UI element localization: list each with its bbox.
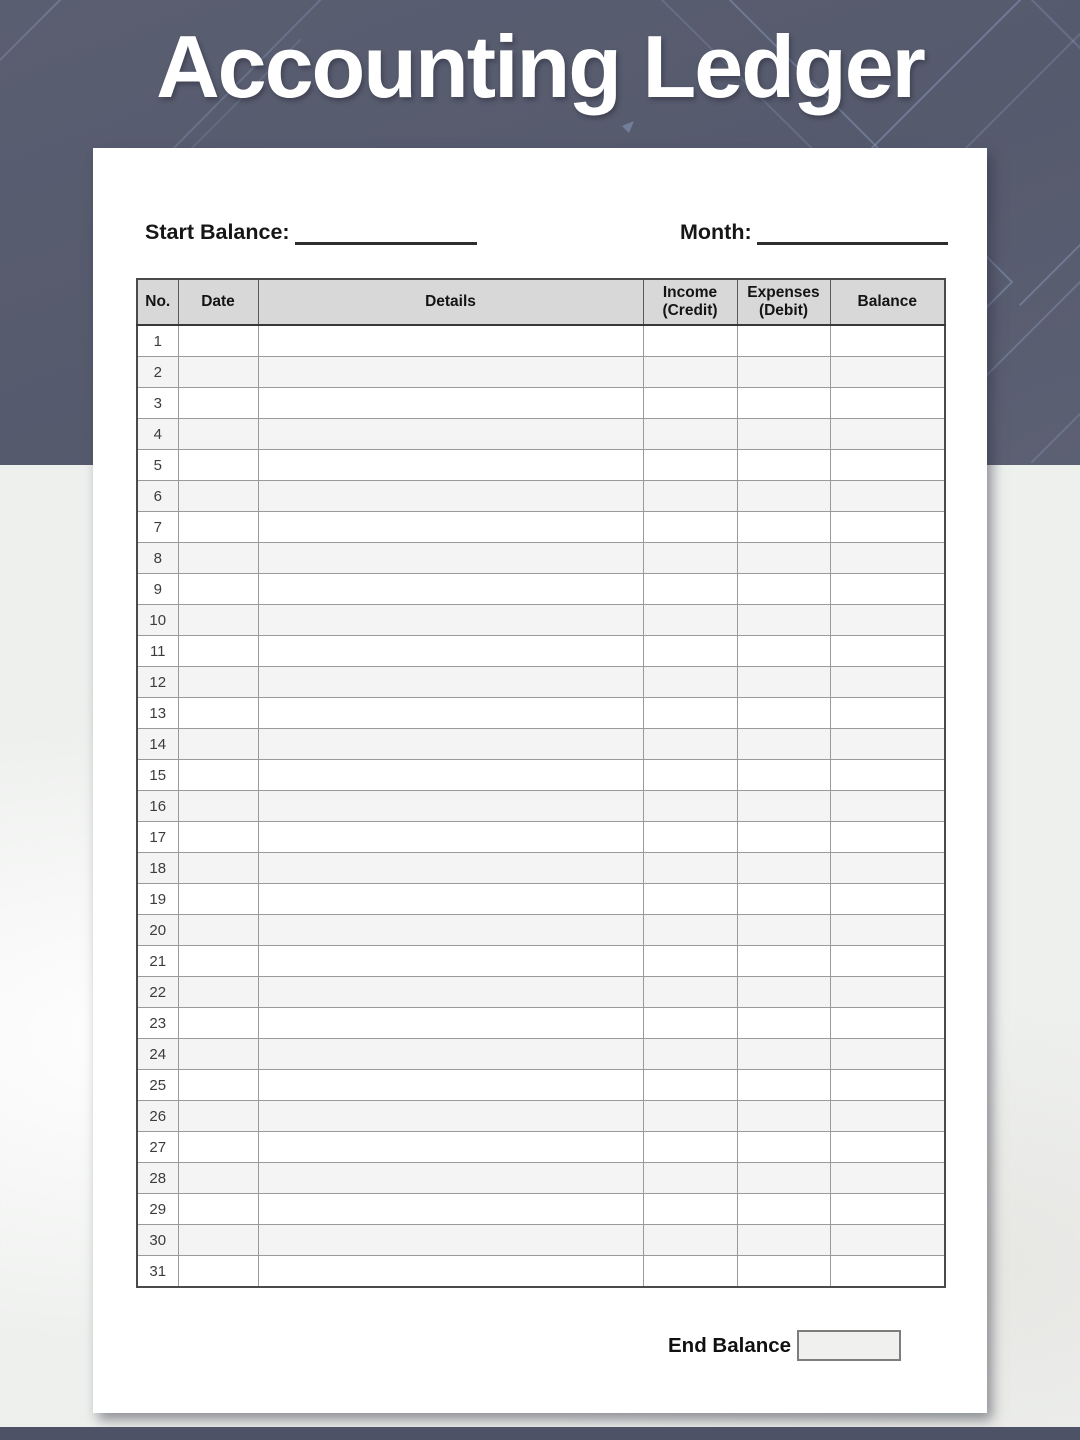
date-cell[interactable] [178, 1070, 258, 1101]
expenses-cell[interactable] [737, 729, 830, 760]
expenses-cell[interactable] [737, 1256, 830, 1288]
balance-cell[interactable] [830, 605, 945, 636]
expenses-cell[interactable] [737, 325, 830, 357]
table-row [137, 729, 945, 760]
table-row [137, 1039, 945, 1070]
expenses-cell[interactable] [737, 1039, 830, 1070]
balance-cell[interactable] [830, 1194, 945, 1225]
row-number-cell: 24 [137, 1039, 178, 1070]
date-cell[interactable] [178, 1008, 258, 1039]
balance-cell[interactable] [830, 1225, 945, 1256]
column-header-details: Details [258, 279, 643, 325]
income-cell[interactable] [643, 884, 737, 915]
income-cell[interactable] [643, 605, 737, 636]
expenses-cell[interactable] [737, 884, 830, 915]
details-cell[interactable] [258, 1163, 643, 1194]
row-number-cell: 29 [137, 1194, 178, 1225]
details-cell[interactable] [258, 791, 643, 822]
balance-cell[interactable] [830, 1070, 945, 1101]
balance-cell[interactable] [830, 1008, 945, 1039]
row-number-cell: 17 [137, 822, 178, 853]
expenses-cell[interactable] [737, 853, 830, 884]
balance-cell[interactable] [830, 698, 945, 729]
date-cell[interactable] [178, 1163, 258, 1194]
details-cell[interactable] [258, 1132, 643, 1163]
income-cell[interactable] [643, 791, 737, 822]
income-cell[interactable] [643, 512, 737, 543]
details-cell[interactable] [258, 946, 643, 977]
details-cell[interactable] [258, 667, 643, 698]
row-number-cell: 20 [137, 915, 178, 946]
date-cell[interactable] [178, 543, 258, 574]
column-header-date: Date [178, 279, 258, 325]
ledger-table [136, 278, 946, 1288]
date-cell[interactable] [178, 636, 258, 667]
income-cell[interactable] [643, 1008, 737, 1039]
column-header-income: Income (Credit) [643, 279, 737, 325]
row-number-cell: 18 [137, 853, 178, 884]
income-cell[interactable] [643, 636, 737, 667]
row-number-cell: 9 [137, 574, 178, 605]
details-cell[interactable] [258, 1225, 643, 1256]
date-cell[interactable] [178, 325, 258, 357]
details-cell[interactable] [258, 1194, 643, 1225]
column-header-expenses: Expenses (Debit) [737, 279, 830, 325]
ledger-page [93, 148, 987, 1413]
date-cell[interactable] [178, 760, 258, 791]
row-number-cell: 8 [137, 543, 178, 574]
balance-cell[interactable] [830, 574, 945, 605]
balance-cell[interactable] [830, 822, 945, 853]
income-cell[interactable] [643, 1194, 737, 1225]
ledger-table-head [137, 279, 945, 325]
row-number-cell: 21 [137, 946, 178, 977]
balance-cell[interactable] [830, 325, 945, 357]
details-cell[interactable] [258, 450, 643, 481]
details-cell[interactable] [258, 481, 643, 512]
details-cell[interactable] [258, 884, 643, 915]
table-row [137, 977, 945, 1008]
table-row [137, 667, 945, 698]
expenses-cell[interactable] [737, 946, 830, 977]
income-cell[interactable] [643, 698, 737, 729]
date-cell[interactable] [178, 698, 258, 729]
expenses-cell[interactable] [737, 977, 830, 1008]
details-cell[interactable] [258, 915, 643, 946]
income-cell[interactable] [643, 1256, 737, 1288]
date-cell[interactable] [178, 419, 258, 450]
details-cell[interactable] [258, 1256, 643, 1288]
expenses-cell[interactable] [737, 1163, 830, 1194]
balance-cell[interactable] [830, 667, 945, 698]
date-cell[interactable] [178, 853, 258, 884]
table-row [137, 543, 945, 574]
income-cell[interactable] [643, 822, 737, 853]
table-row [137, 760, 945, 791]
balance-cell[interactable] [830, 1256, 945, 1288]
details-cell[interactable] [258, 760, 643, 791]
balance-cell[interactable] [830, 419, 945, 450]
row-number-cell: 25 [137, 1070, 178, 1101]
balance-cell[interactable] [830, 946, 945, 977]
details-cell[interactable] [258, 636, 643, 667]
expenses-cell[interactable] [737, 822, 830, 853]
table-row [137, 946, 945, 977]
table-row [137, 1256, 945, 1288]
date-cell[interactable] [178, 450, 258, 481]
income-cell[interactable] [643, 667, 737, 698]
row-number-cell: 11 [137, 636, 178, 667]
income-cell[interactable] [643, 853, 737, 884]
details-cell[interactable] [258, 543, 643, 574]
table-row [137, 512, 945, 543]
date-cell[interactable] [178, 357, 258, 388]
details-cell[interactable] [258, 853, 643, 884]
row-number-cell: 12 [137, 667, 178, 698]
date-cell[interactable] [178, 512, 258, 543]
table-row [137, 605, 945, 636]
start-balance-input[interactable] [295, 220, 477, 245]
details-cell[interactable] [258, 605, 643, 636]
row-number-cell: 5 [137, 450, 178, 481]
balance-cell[interactable] [830, 760, 945, 791]
column-header-no: No. [137, 279, 178, 325]
table-row [137, 1194, 945, 1225]
balance-cell[interactable] [830, 450, 945, 481]
balance-cell[interactable] [830, 1039, 945, 1070]
expenses-cell[interactable] [737, 419, 830, 450]
row-number-cell: 22 [137, 977, 178, 1008]
income-cell[interactable] [643, 1039, 737, 1070]
expenses-cell[interactable] [737, 605, 830, 636]
expenses-cell[interactable] [737, 1008, 830, 1039]
details-cell[interactable] [258, 419, 643, 450]
row-number-cell: 6 [137, 481, 178, 512]
income-cell[interactable] [643, 1163, 737, 1194]
row-number-cell: 27 [137, 1132, 178, 1163]
income-cell[interactable] [643, 574, 737, 605]
row-number-cell: 7 [137, 512, 178, 543]
ledger-table-container [136, 278, 946, 1288]
expenses-cell[interactable] [737, 388, 830, 419]
expenses-cell[interactable] [737, 1225, 830, 1256]
table-row [137, 1163, 945, 1194]
expenses-cell[interactable] [737, 915, 830, 946]
details-cell[interactable] [258, 1101, 643, 1132]
balance-cell[interactable] [830, 357, 945, 388]
table-row [137, 1008, 945, 1039]
balance-cell[interactable] [830, 1132, 945, 1163]
expenses-cell[interactable] [737, 543, 830, 574]
date-cell[interactable] [178, 946, 258, 977]
income-cell[interactable] [643, 760, 737, 791]
table-row [137, 450, 945, 481]
details-cell[interactable] [258, 512, 643, 543]
end-balance-input[interactable] [797, 1330, 901, 1361]
table-row [137, 1101, 945, 1132]
balance-cell[interactable] [830, 388, 945, 419]
income-cell[interactable] [643, 977, 737, 1008]
row-number-cell: 10 [137, 605, 178, 636]
expenses-cell[interactable] [737, 1132, 830, 1163]
expenses-cell[interactable] [737, 636, 830, 667]
balance-cell[interactable] [830, 884, 945, 915]
expenses-cell[interactable] [737, 1070, 830, 1101]
date-cell[interactable] [178, 977, 258, 1008]
balance-cell[interactable] [830, 729, 945, 760]
income-cell[interactable] [643, 1101, 737, 1132]
balance-cell[interactable] [830, 977, 945, 1008]
table-row [137, 1225, 945, 1256]
details-cell[interactable] [258, 822, 643, 853]
table-row [137, 1132, 945, 1163]
expenses-cell[interactable] [737, 667, 830, 698]
details-cell[interactable] [258, 388, 643, 419]
details-cell[interactable] [258, 325, 643, 357]
expenses-cell[interactable] [737, 760, 830, 791]
expenses-cell[interactable] [737, 574, 830, 605]
date-cell[interactable] [178, 729, 258, 760]
details-cell[interactable] [258, 729, 643, 760]
date-cell[interactable] [178, 667, 258, 698]
balance-cell[interactable] [830, 481, 945, 512]
details-cell[interactable] [258, 1070, 643, 1101]
ledger-table-body [137, 325, 945, 1287]
row-number-cell: 13 [137, 698, 178, 729]
date-cell[interactable] [178, 1256, 258, 1288]
balance-cell[interactable] [830, 636, 945, 667]
balance-cell[interactable] [830, 1163, 945, 1194]
balance-cell[interactable] [830, 791, 945, 822]
table-row [137, 574, 945, 605]
row-number-cell: 14 [137, 729, 178, 760]
details-cell[interactable] [258, 357, 643, 388]
expenses-cell[interactable] [737, 481, 830, 512]
expenses-cell[interactable] [737, 512, 830, 543]
row-number-cell: 19 [137, 884, 178, 915]
expenses-cell[interactable] [737, 1101, 830, 1132]
income-cell[interactable] [643, 946, 737, 977]
date-cell[interactable] [178, 822, 258, 853]
income-cell[interactable] [643, 450, 737, 481]
month-field [680, 220, 948, 245]
balance-cell[interactable] [830, 512, 945, 543]
column-header-balance: Balance [830, 279, 945, 325]
balance-cell[interactable] [830, 853, 945, 884]
table-row [137, 388, 945, 419]
date-cell[interactable] [178, 884, 258, 915]
date-cell[interactable] [178, 1225, 258, 1256]
income-cell[interactable] [643, 388, 737, 419]
income-cell[interactable] [643, 325, 737, 357]
row-number-cell: 23 [137, 1008, 178, 1039]
balance-cell[interactable] [830, 1101, 945, 1132]
date-cell[interactable] [178, 791, 258, 822]
start-balance-label: Start Balance: [145, 220, 290, 245]
row-number-cell: 4 [137, 419, 178, 450]
expenses-cell[interactable] [737, 698, 830, 729]
row-number-cell: 28 [137, 1163, 178, 1194]
expenses-cell[interactable] [737, 450, 830, 481]
row-number-cell: 15 [137, 760, 178, 791]
table-row [137, 1070, 945, 1101]
date-cell[interactable] [178, 574, 258, 605]
table-row [137, 884, 945, 915]
income-cell[interactable] [643, 1070, 737, 1101]
details-cell[interactable] [258, 698, 643, 729]
table-row [137, 636, 945, 667]
row-number-cell: 16 [137, 791, 178, 822]
table-row [137, 853, 945, 884]
table-row [137, 698, 945, 729]
income-cell[interactable] [643, 543, 737, 574]
table-row [137, 357, 945, 388]
month-input[interactable] [757, 220, 948, 245]
income-cell[interactable] [643, 915, 737, 946]
month-label: Month: [680, 220, 752, 245]
details-cell[interactable] [258, 1039, 643, 1070]
table-row [137, 822, 945, 853]
date-cell[interactable] [178, 915, 258, 946]
income-cell[interactable] [643, 729, 737, 760]
row-number-cell: 3 [137, 388, 178, 419]
date-cell[interactable] [178, 1132, 258, 1163]
row-number-cell: 1 [137, 325, 178, 357]
expenses-cell[interactable] [737, 791, 830, 822]
income-cell[interactable] [643, 357, 737, 388]
date-cell[interactable] [178, 1194, 258, 1225]
expenses-cell[interactable] [737, 357, 830, 388]
income-cell[interactable] [643, 419, 737, 450]
date-cell[interactable] [178, 388, 258, 419]
date-cell[interactable] [178, 1039, 258, 1070]
details-cell[interactable] [258, 977, 643, 1008]
income-cell[interactable] [643, 481, 737, 512]
details-cell[interactable] [258, 574, 643, 605]
date-cell[interactable] [178, 1101, 258, 1132]
table-row [137, 791, 945, 822]
details-cell[interactable] [258, 1008, 643, 1039]
row-number-cell: 31 [137, 1256, 178, 1288]
row-number-cell: 30 [137, 1225, 178, 1256]
table-row [137, 325, 945, 357]
table-row [137, 481, 945, 512]
balance-cell[interactable] [830, 543, 945, 574]
page-title: Accounting Ledger [156, 17, 924, 116]
table-row [137, 419, 945, 450]
row-number-cell: 26 [137, 1101, 178, 1132]
expenses-cell[interactable] [737, 1194, 830, 1225]
income-cell[interactable] [643, 1225, 737, 1256]
start-balance-field [145, 220, 477, 245]
row-number-cell: 2 [137, 357, 178, 388]
balance-cell[interactable] [830, 915, 945, 946]
bottom-bar [0, 1427, 1080, 1440]
income-cell[interactable] [643, 1132, 737, 1163]
date-cell[interactable] [178, 481, 258, 512]
end-balance-label: End Balance [668, 1334, 792, 1357]
table-row [137, 915, 945, 946]
header-row [137, 279, 945, 325]
end-balance-row [93, 1330, 987, 1362]
date-cell[interactable] [178, 605, 258, 636]
